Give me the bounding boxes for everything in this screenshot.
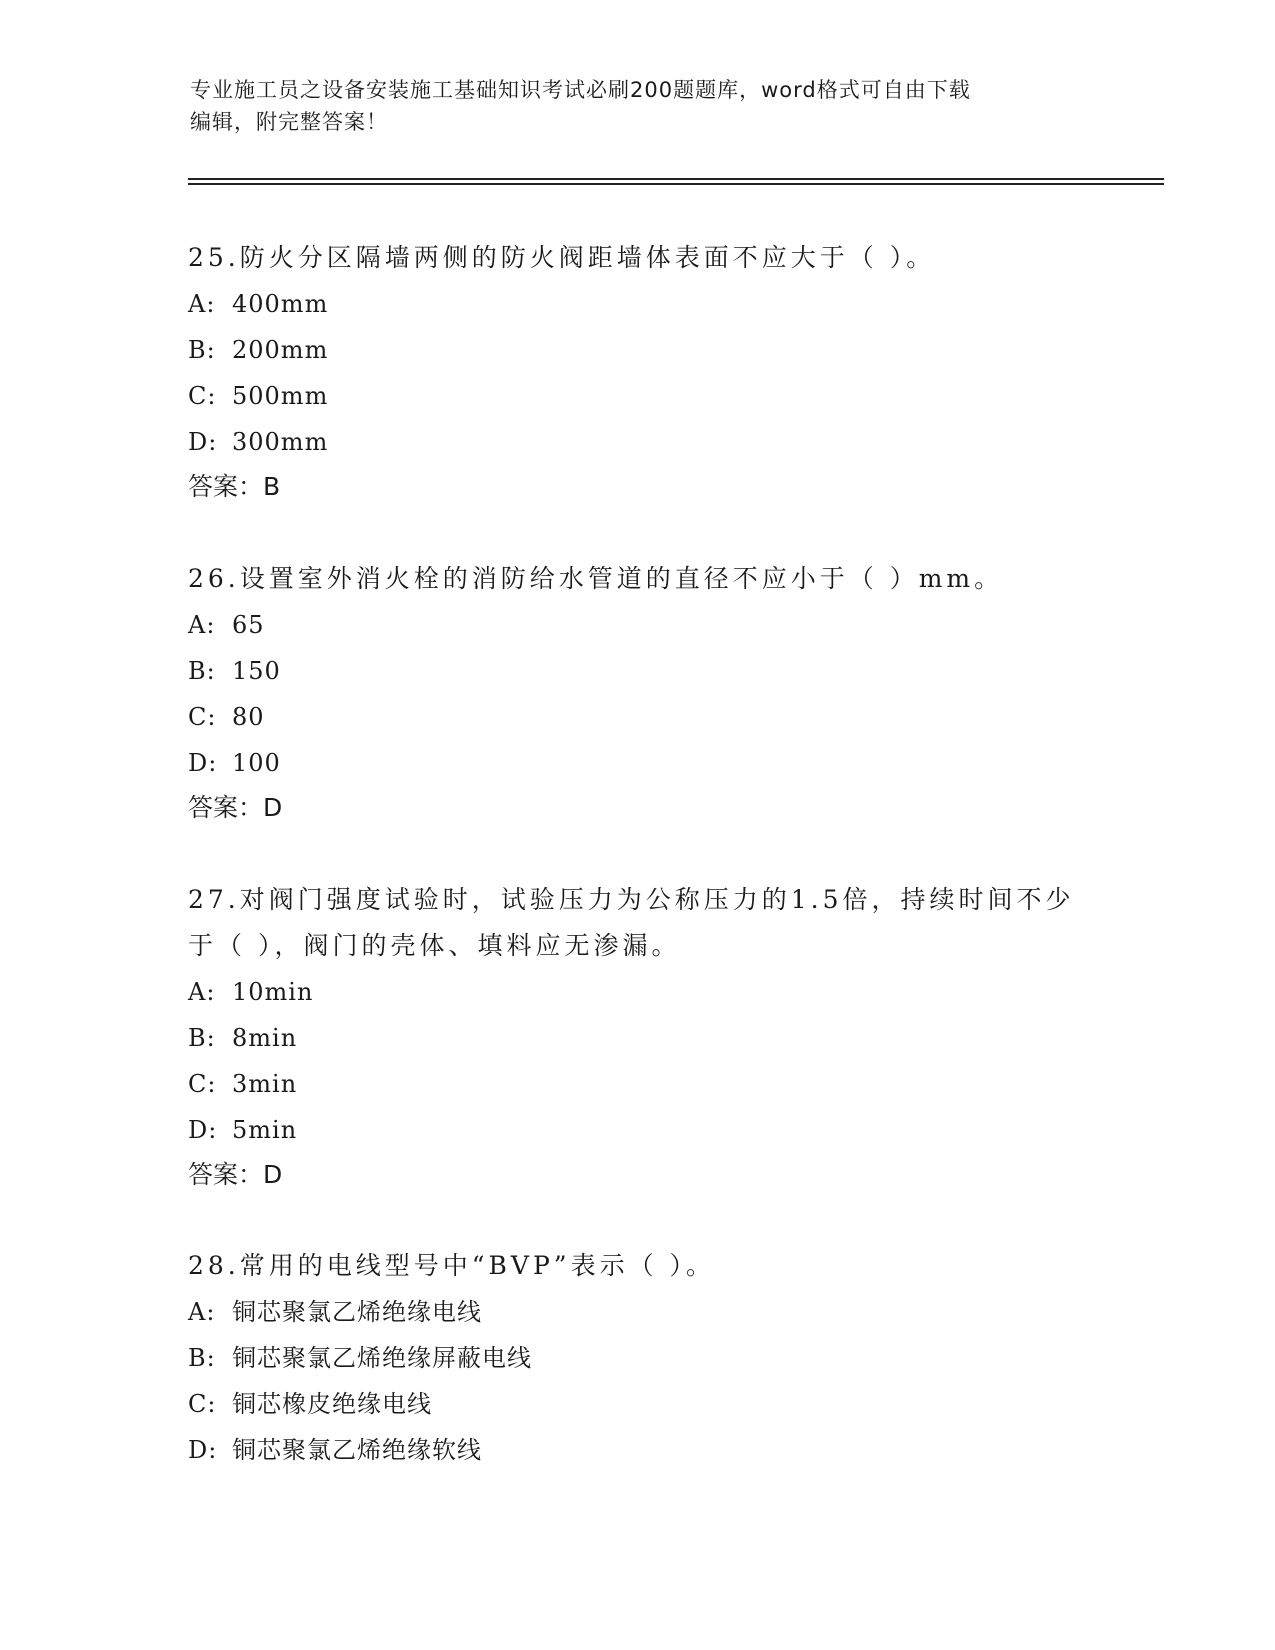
option-c [188,694,1088,740]
option-letter: A: [188,1298,216,1326]
option-letter: C: [188,1390,217,1418]
option-text: 8min [232,1024,298,1052]
option-b [188,327,1088,373]
option-text: 400mm [232,290,329,318]
option-d [188,1107,1088,1153]
option-d [188,419,1088,465]
question-27 [188,877,1088,1197]
option-letter: C: [188,703,217,731]
option-letter: A: [188,978,216,1006]
option-text: 150 [232,657,281,685]
option-a [188,281,1088,327]
option-letter: B: [188,657,216,685]
option-d [188,740,1088,786]
option-letter: C: [188,382,217,410]
option-d [188,1427,1088,1473]
option-b [188,1335,1088,1381]
option-text: 铜芯聚氯乙烯绝缘软线 [232,1436,482,1464]
option-c [188,1061,1088,1107]
question-text: 25.防火分区隔墙两侧的防火阀距墙体表面不应大于（ ）。 [188,243,936,272]
option-letter: B: [188,1024,216,1052]
option-c [188,373,1088,419]
option-text: 10min [232,978,314,1006]
option-letter: C: [188,1070,217,1098]
option-text: 铜芯橡皮绝缘电线 [232,1390,432,1418]
answer-label: 答案：D [188,1160,283,1189]
option-text: 500mm [232,382,329,410]
option-b [188,648,1088,694]
question-25 [188,235,1088,509]
option-letter: A: [188,290,216,318]
question-text-line-1: 27.对阀门强度试验时，试验压力为公称压力的1.5倍，持续时间不少 [188,885,1075,914]
option-letter: D: [188,749,218,777]
option-text: 65 [232,611,265,639]
option-a [188,969,1088,1015]
option-a [188,1289,1088,1335]
option-text: 100 [232,749,281,777]
option-text: 300mm [232,428,329,456]
option-b [188,1015,1088,1061]
header-divider-bottom [188,183,1164,185]
question-text-line-2: 于（ ），阀门的壳体、填料应无渗漏。 [188,931,681,960]
option-text: 铜芯聚氯乙烯绝缘屏蔽电线 [232,1344,532,1372]
option-c [188,1381,1088,1427]
header-title-line-1: 专业施工员之设备安装施工基础知识考试必刷200题题库，word格式可自由下载 [190,78,971,102]
option-a [188,602,1088,648]
document-header [190,74,1090,138]
option-letter: B: [188,336,216,364]
answer-label: 答案：D [188,793,283,822]
option-text: 80 [232,703,265,731]
option-letter: D: [188,1436,218,1464]
option-letter: D: [188,428,218,456]
option-text: 5min [232,1116,298,1144]
option-text: 3min [232,1070,298,1098]
question-26 [188,556,1088,830]
option-text: 铜芯聚氯乙烯绝缘电线 [232,1298,482,1326]
question-text: 26.设置室外消火栓的消防给水管道的直径不应小于（ ）mm。 [188,564,1004,593]
header-divider-top [188,178,1164,180]
answer-label: 答案：B [188,472,281,501]
option-letter: B: [188,1344,216,1372]
option-letter: D: [188,1116,218,1144]
option-text: 200mm [232,336,329,364]
option-letter: A: [188,611,216,639]
question-text: 28.常用的电线型号中“BVP”表示（ ）。 [188,1251,716,1280]
question-28 [188,1243,1088,1473]
header-title-line-2: 编辑，附完整答案！ [190,110,388,134]
